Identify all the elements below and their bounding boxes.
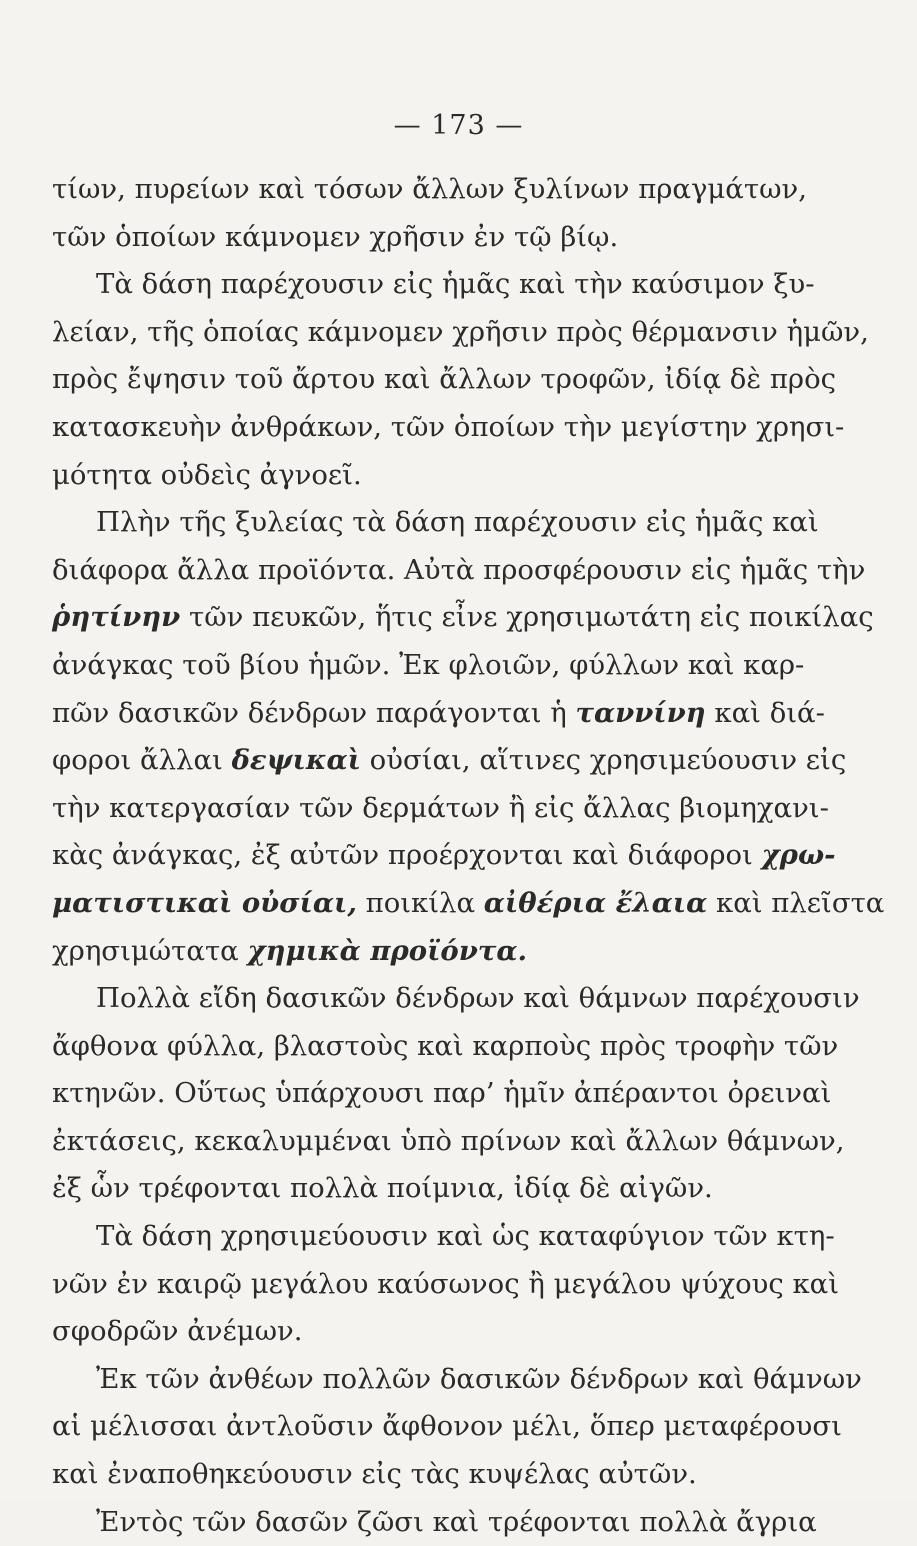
text-run: τῶν πευκῶν, ἥτις εἶνε χρησιμωτάτη εἰς ποικίλας — [180, 601, 874, 634]
text-run: διάφορα ἄλλα προϊόντα. Αὐτὰ προσφέρουσιν εἰς ἡμᾶς τὴν — [52, 553, 866, 586]
text-run: οὐσίαι, αἵτινες χρησιμεύουσιν εἰς — [360, 744, 847, 777]
emphasized-term: χημικὰ προϊόντα. — [247, 934, 528, 967]
text-run: Ἐντὸς τῶν δασῶν ζῶσι καὶ τρέφονται πολλὰ ἄγρια — [96, 1505, 817, 1538]
text-run: πῶν δασικῶν δένδρων παράγονται ἡ — [52, 696, 576, 729]
emphasized-term: ματιστικαὶ οὐσίαι, — [52, 886, 357, 919]
text-run: τὴν κατεργασίαν τῶν δερμάτων ἢ εἰς ἄλλας βιομηχανι- — [52, 791, 829, 824]
text-line — [52, 594, 874, 642]
text-run: τίων, πυρείων καὶ τόσων ἄλλων ξυλίνων πραγμάτων, — [52, 173, 807, 205]
emphasized-term: ταννίνη — [575, 696, 706, 729]
text-line — [52, 737, 847, 785]
text-line — [52, 404, 845, 452]
text-run: χρησιμώτατα — [52, 934, 248, 967]
emphasized-term: δεψικαὶ — [231, 744, 361, 777]
text-line — [52, 1213, 835, 1261]
text-line — [52, 975, 860, 1023]
page-number: — 173 — — [393, 110, 524, 141]
emphasized-term: αἰθέρια ἔλαια — [483, 886, 708, 919]
text-line — [52, 1451, 804, 1499]
text-line — [52, 1499, 817, 1546]
text-run: καὶ διά- — [705, 696, 825, 729]
text-line — [52, 642, 804, 690]
text-line — [52, 1023, 839, 1071]
text-run: κτηνῶν. Οὕτως ὑπάρχουσι παρ’ ἡμῖν ἀπέραντοι ὀρειναὶ — [52, 1077, 832, 1110]
text-line — [52, 928, 804, 976]
text-run: πρὸς ἔψησιν τοῦ ἄρτου καὶ ἄλλων τροφῶν, ἰδίᾳ δὲ πρὸς — [52, 363, 837, 396]
text-run: κὰς ἀνάγκας, ἐξ αὐτῶν προέρχονται καὶ διάφοροι — [52, 839, 762, 872]
text-line — [52, 1118, 845, 1166]
text-line — [52, 1261, 840, 1309]
text-run: λείαν, τῆς ὁποίας κάμνομεν χρῆσιν πρὸς θέρμανσιν ἡμῶν, — [52, 315, 869, 348]
text-line — [52, 499, 819, 547]
text-line — [52, 309, 869, 357]
text-run: τῶν ὁποίων κάμνομεν χρῆσιν ἐν τῷ βίῳ. — [52, 220, 619, 253]
text-run: ποικίλα — [356, 886, 484, 919]
text-line — [52, 214, 804, 262]
text-line — [52, 547, 866, 595]
text-line — [52, 1070, 832, 1118]
text-run: νῶν ἐν καιρῷ μεγάλου καύσωνος ἢ μεγάλου ψύχους καὶ — [52, 1267, 840, 1300]
text-run: φοροι ἄλλαι — [52, 744, 232, 777]
text-run: ἄφθονα φύλλα, βλαστοὺς καὶ καρποὺς πρὸς τροφὴν τῶν — [52, 1029, 839, 1062]
text-run: αἱ μέλισσαι ἀντλοῦσιν ἄφθονον μέλι, ὅπερ μεταφέρουσι — [52, 1410, 842, 1443]
emphasized-term: ῥητίνην — [52, 601, 181, 634]
text-run: καὶ πλεῖστα — [707, 886, 885, 919]
text-line — [52, 1403, 842, 1451]
text-run: Τὰ δάση παρέχουσιν εἰς ἡμᾶς καὶ τὴν καύσιμον ξυ- — [96, 268, 815, 301]
text-run: ἐξ ὧν τρέφονται πολλὰ ποίμνια, ἰδίᾳ δὲ αἰγῶν. — [52, 1172, 713, 1205]
text-run: ἀνάγκας τοῦ βίου ἡμῶν. Ἐκ φλοιῶν, φύλλων καὶ καρ- — [52, 648, 805, 681]
text-line — [52, 1356, 862, 1404]
text-run: σφοδρῶν ἀνέμων. — [52, 1315, 303, 1348]
text-line — [52, 452, 804, 500]
text-run: Ἐκ τῶν ἀνθέων πολλῶν δασικῶν δένδρων καὶ θάμνων — [96, 1362, 862, 1395]
text-line — [52, 690, 825, 738]
text-line — [52, 880, 885, 928]
body-text — [52, 166, 885, 1546]
text-run: κατασκευὴν ἀνθράκων, τῶν ὁποίων τὴν μεγίστην χρησι- — [52, 410, 845, 443]
text-line — [52, 1308, 804, 1356]
text-run: ἐκτάσεις, κεκαλυμμέναι ὑπὸ πρίνων καὶ ἄλλων θάμνων, — [52, 1124, 845, 1157]
text-line — [52, 832, 836, 880]
text-run: Πλὴν τῆς ξυλείας τὰ δάση παρέχουσιν εἰς ἡμᾶς καὶ — [96, 506, 819, 539]
text-line — [52, 356, 837, 404]
text-line — [52, 1165, 804, 1213]
emphasized-term: χρω- — [761, 839, 836, 872]
text-run: μότητα οὐδεὶς ἀγνοεῖ. — [52, 458, 362, 491]
text-line — [52, 166, 807, 214]
text-run: Τὰ δάση χρησιμεύουσιν καὶ ὡς καταφύγιον τῶν κτη- — [96, 1220, 835, 1253]
text-line — [52, 785, 829, 833]
text-run: καὶ ἐναποθηκεύουσιν εἰς τὰς κυψέλας αὐτῶν. — [52, 1458, 697, 1491]
text-run: Πολλὰ εἴδη δασικῶν δένδρων καὶ θάμνων παρέχουσιν — [96, 982, 860, 1015]
text-line — [52, 261, 815, 309]
